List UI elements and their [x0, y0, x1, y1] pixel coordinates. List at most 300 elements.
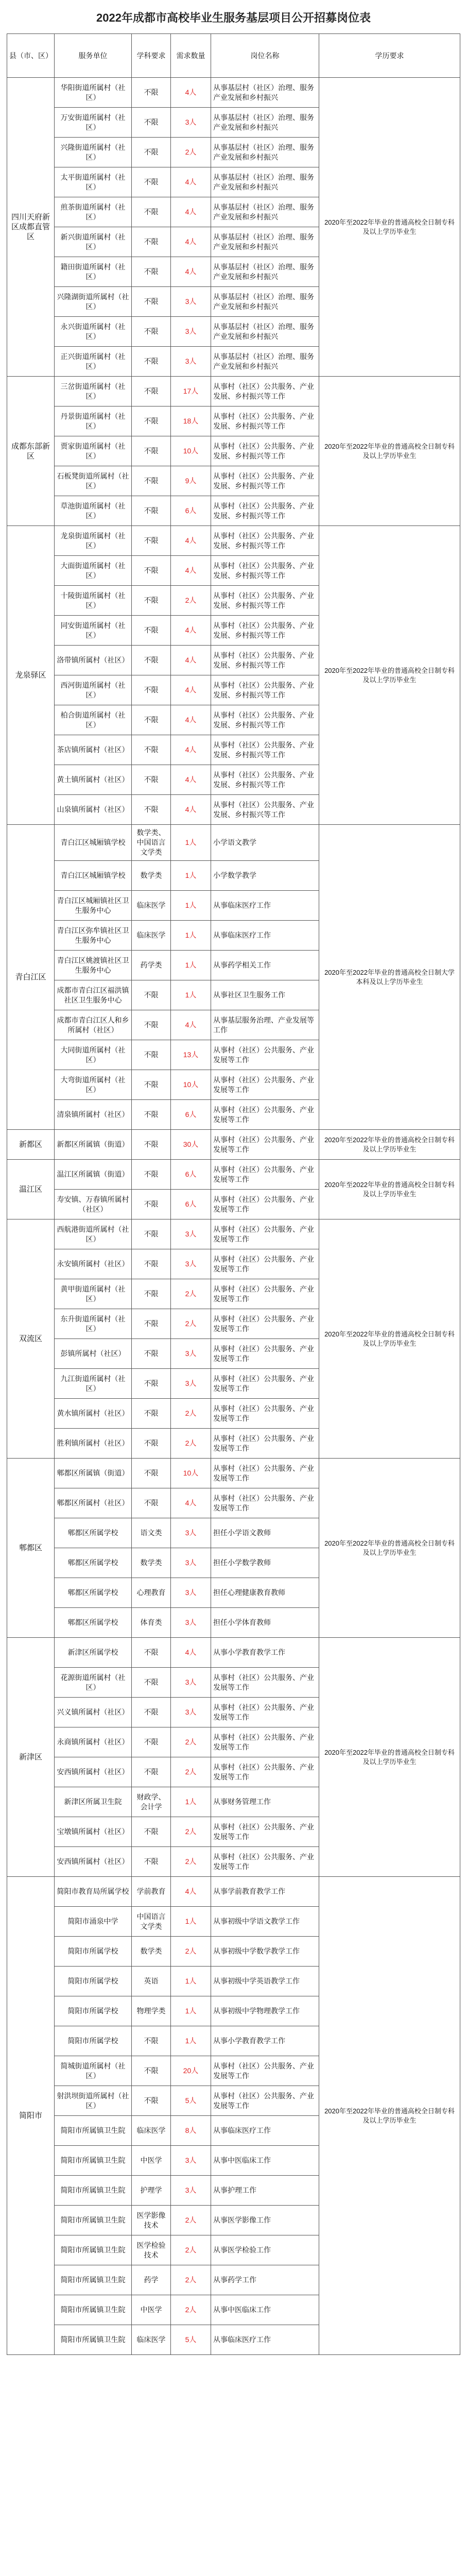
quota-cell: 10人 — [171, 436, 211, 466]
quota-cell: 3人 — [171, 1219, 211, 1249]
quota-cell: 4人 — [171, 526, 211, 556]
unit-cell: 简阳市所属镇卫生院 — [55, 2235, 132, 2265]
unit-cell: 青白江区城厢镇学校 — [55, 861, 132, 891]
subject-cell: 不限 — [132, 1399, 171, 1429]
quota-cell: 3人 — [171, 347, 211, 377]
post-cell: 从事村（社区）公共服务、产业发展等工作 — [211, 1309, 319, 1339]
quota-cell: 4人 — [171, 556, 211, 586]
quota-cell: 2人 — [171, 2295, 211, 2325]
subject-cell: 不限 — [132, 1668, 171, 1698]
page-title: 2022年成都市高校毕业生服务基层项目公开招募岗位表 — [96, 11, 371, 24]
post-cell: 从事村（社区）公共服务、产业发展等工作 — [211, 1160, 319, 1190]
post-cell: 从事基层村（社区）治理、服务产业发展和乡村振兴 — [211, 317, 319, 347]
subject-cell: 学前教育 — [132, 1877, 171, 1907]
subject-cell: 不限 — [132, 1190, 171, 1219]
quota-cell: 2人 — [171, 138, 211, 167]
quota-cell: 20人 — [171, 2056, 211, 2086]
post-cell: 从事药学相关工作 — [211, 951, 319, 980]
post-cell: 从事村（社区）公共服务、产业发展等工作 — [211, 1100, 319, 1130]
subject-cell: 不限 — [132, 1160, 171, 1190]
quota-cell: 4人 — [171, 795, 211, 825]
subject-cell: 不限 — [132, 1010, 171, 1040]
post-cell: 从事村（社区）公共服务、产业发展、乡村振兴等工作 — [211, 526, 319, 556]
post-cell: 从事村（社区）公共服务、产业发展、乡村振兴等工作 — [211, 586, 319, 616]
unit-cell: 郫都区所属学校 — [55, 1608, 132, 1638]
post-cell: 从事基层村（社区）治理、服务产业发展和乡村振兴 — [211, 197, 319, 227]
subject-cell: 不限 — [132, 496, 171, 526]
quota-cell: 4人 — [171, 227, 211, 257]
post-cell: 从事村（社区）公共服务、产业发展、乡村振兴等工作 — [211, 765, 319, 795]
subject-cell: 不限 — [132, 526, 171, 556]
subject-cell: 数学类、中国语言文学类 — [132, 825, 171, 861]
region-cell: 双流区 — [7, 1219, 55, 1459]
edu-cell: 2020年至2022年毕业的普通高校全日制专科及以上学历毕业生 — [319, 1219, 460, 1459]
quota-cell: 2人 — [171, 2206, 211, 2235]
table-row — [7, 78, 460, 108]
unit-cell: 郫都区所属学校 — [55, 1518, 132, 1548]
subject-cell: 临床医学 — [132, 921, 171, 951]
subject-cell: 临床医学 — [132, 891, 171, 921]
unit-cell: 寿安镇、万春镇所属村（社区） — [55, 1190, 132, 1219]
table-body — [7, 78, 460, 2355]
quota-cell: 3人 — [171, 1548, 211, 1578]
unit-cell: 永商镇所属村（社区） — [55, 1727, 132, 1757]
unit-cell: 郫都区所属镇（街道） — [55, 1459, 132, 1488]
subject-cell: 心理教育 — [132, 1578, 171, 1608]
subject-cell: 医学检验技术 — [132, 2235, 171, 2265]
unit-cell: 青白江区姚渡镇社区卫生服务中心 — [55, 951, 132, 980]
region-cell: 龙泉驿区 — [7, 526, 55, 825]
post-cell: 从事村（社区）公共服务、产业发展、乡村振兴等工作 — [211, 377, 319, 406]
quota-cell: 2人 — [171, 2265, 211, 2295]
subject-cell: 不限 — [132, 1130, 171, 1160]
region-cell: 青白江区 — [7, 825, 55, 1130]
unit-cell: 石板凳街道所属村（社区） — [55, 466, 132, 496]
quota-cell: 13人 — [171, 1040, 211, 1070]
region-cell: 新都区 — [7, 1130, 55, 1160]
unit-cell: 简阳市所属镇卫生院 — [55, 2176, 132, 2206]
quota-cell: 2人 — [171, 1399, 211, 1429]
post-cell: 从事医学影像工作 — [211, 2206, 319, 2235]
post-cell: 从事村（社区）公共服务、产业发展、乡村振兴等工作 — [211, 675, 319, 705]
post-cell: 从事初级中学物理教学工作 — [211, 1996, 319, 2026]
subject-cell: 数学类 — [132, 861, 171, 891]
unit-cell: 黄土镇所属村（社区） — [55, 765, 132, 795]
quota-cell: 8人 — [171, 2116, 211, 2146]
unit-cell: 简阳市所属镇卫生院 — [55, 2265, 132, 2295]
quota-cell: 6人 — [171, 1190, 211, 1219]
post-cell: 从事村（社区）公共服务、产业发展、乡村振兴等工作 — [211, 496, 319, 526]
post-cell: 从事村（社区）公共服务、产业发展、乡村振兴等工作 — [211, 705, 319, 735]
subject-cell: 不限 — [132, 735, 171, 765]
post-cell: 从事村（社区）公共服务、产业发展等工作 — [211, 1070, 319, 1100]
quota-cell: 4人 — [171, 167, 211, 197]
quota-cell: 4人 — [171, 257, 211, 287]
subject-cell: 不限 — [132, 436, 171, 466]
post-cell: 从事村（社区）公共服务、产业发展等工作 — [211, 1847, 319, 1877]
subject-cell: 不限 — [132, 377, 171, 406]
post-cell: 从事村（社区）公共服务、产业发展等工作 — [211, 1339, 319, 1369]
post-cell: 从事基层服务治理、产业发展等工作 — [211, 1010, 319, 1040]
quota-cell: 2人 — [171, 1937, 211, 1967]
unit-cell: 万安街道所属村（社区） — [55, 108, 132, 138]
post-cell: 从事村（社区）公共服务、产业发展等工作 — [211, 2056, 319, 2086]
post-cell: 从事初级中学语文教学工作 — [211, 1907, 319, 1937]
subject-cell: 中医学 — [132, 2295, 171, 2325]
region-cell: 成都东部新区 — [7, 377, 55, 526]
post-cell: 从事基层村（社区）治理、服务产业发展和乡村振兴 — [211, 257, 319, 287]
edu-cell: 2020年至2022年毕业的普通高校全日制专科及以上学历毕业生 — [319, 1160, 460, 1219]
post-cell: 从事村（社区）公共服务、产业发展、乡村振兴等工作 — [211, 556, 319, 586]
unit-cell: 兴义镇所属村（社区） — [55, 1698, 132, 1727]
region-cell: 郫都区 — [7, 1459, 55, 1638]
unit-cell: 籍田街道所属村（社区） — [55, 257, 132, 287]
subject-cell: 不限 — [132, 1100, 171, 1130]
quota-cell: 6人 — [171, 1160, 211, 1190]
quota-cell: 1人 — [171, 921, 211, 951]
post-cell: 担任心理健康教育教师 — [211, 1578, 319, 1608]
post-cell: 从事村（社区）公共服务、产业发展、乡村振兴等工作 — [211, 406, 319, 436]
unit-cell: 简阳市涌泉中学 — [55, 1907, 132, 1937]
post-cell: 从事村（社区）公共服务、产业发展、乡村振兴等工作 — [211, 735, 319, 765]
unit-cell: 西航港街道所属村（社区） — [55, 1219, 132, 1249]
subject-cell: 不限 — [132, 78, 171, 108]
table-row — [7, 1130, 460, 1160]
header-post: 岗位名称 — [211, 34, 319, 78]
subject-cell: 不限 — [132, 1817, 171, 1847]
subject-cell: 不限 — [132, 2026, 171, 2056]
quota-cell: 4人 — [171, 1877, 211, 1907]
subject-cell: 英语 — [132, 1967, 171, 1996]
quota-cell: 17人 — [171, 377, 211, 406]
post-cell: 从事基层村（社区）治理、服务产业发展和乡村振兴 — [211, 227, 319, 257]
unit-cell: 新都区所属镇（街道） — [55, 1130, 132, 1160]
quota-cell: 3人 — [171, 1518, 211, 1548]
unit-cell: 西河街道所属村（社区） — [55, 675, 132, 705]
post-cell: 从事村（社区）公共服务、产业发展等工作 — [211, 1249, 319, 1279]
subject-cell: 不限 — [132, 1847, 171, 1877]
quota-cell: 5人 — [171, 2325, 211, 2355]
quota-cell: 1人 — [171, 1967, 211, 1996]
quota-cell: 1人 — [171, 951, 211, 980]
unit-cell: 郫都区所属学校 — [55, 1548, 132, 1578]
post-cell: 从事小学教育教学工作 — [211, 1638, 319, 1668]
quota-cell: 4人 — [171, 1010, 211, 1040]
unit-cell: 温江区所属镇（街道） — [55, 1160, 132, 1190]
edu-cell: 2020年至2022年毕业的普通高校全日制专科及以上学历毕业生 — [319, 1459, 460, 1638]
table-row — [7, 526, 460, 556]
quota-cell: 6人 — [171, 1100, 211, 1130]
unit-cell: 正兴街道所属村（社区） — [55, 347, 132, 377]
quota-cell: 4人 — [171, 78, 211, 108]
unit-cell: 兴隆湖街道所属村（社区） — [55, 287, 132, 317]
post-cell: 从事医学检验工作 — [211, 2235, 319, 2265]
unit-cell: 清泉镇所属村（社区） — [55, 1100, 132, 1130]
subject-cell: 不限 — [132, 466, 171, 496]
quota-cell: 3人 — [171, 1339, 211, 1369]
quota-cell: 5人 — [171, 2086, 211, 2116]
post-cell: 从事村（社区）公共服务、产业发展、乡村振兴等工作 — [211, 436, 319, 466]
subject-cell: 不限 — [132, 1638, 171, 1668]
post-cell: 从事基层村（社区）治理、服务产业发展和乡村振兴 — [211, 347, 319, 377]
subject-cell: 不限 — [132, 795, 171, 825]
quota-cell: 9人 — [171, 466, 211, 496]
subject-cell: 不限 — [132, 675, 171, 705]
table-row — [7, 1160, 460, 1190]
post-cell: 从事村（社区）公共服务、产业发展等工作 — [211, 1130, 319, 1160]
unit-cell: 花源街道所属村（社区） — [55, 1668, 132, 1698]
subject-cell: 不限 — [132, 765, 171, 795]
subject-cell: 不限 — [132, 317, 171, 347]
quota-cell: 3人 — [171, 1668, 211, 1698]
subject-cell: 财政学、会计学 — [132, 1787, 171, 1817]
post-cell: 从事村（社区）公共服务、产业发展等工作 — [211, 1817, 319, 1847]
unit-cell: 安西镇所属村（社区） — [55, 1757, 132, 1787]
unit-cell: 简阳市所属镇卫生院 — [55, 2325, 132, 2355]
post-cell: 从事村（社区）公共服务、产业发展等工作 — [211, 1727, 319, 1757]
subject-cell: 临床医学 — [132, 2116, 171, 2146]
unit-cell: 新兴街道所属村（社区） — [55, 227, 132, 257]
post-cell: 从事初级中学英语教学工作 — [211, 1967, 319, 1996]
quota-cell: 2人 — [171, 1727, 211, 1757]
post-cell: 从事村（社区）公共服务、产业发展等工作 — [211, 2086, 319, 2116]
quota-cell: 2人 — [171, 1309, 211, 1339]
subject-cell: 不限 — [132, 1698, 171, 1727]
quota-cell: 3人 — [171, 1698, 211, 1727]
quota-cell: 1人 — [171, 980, 211, 1010]
header-unit: 服务单位 — [55, 34, 132, 78]
edu-cell: 2020年至2022年毕业的普通高校全日制专科及以上学历毕业生 — [319, 526, 460, 825]
subject-cell: 不限 — [132, 1459, 171, 1488]
post-cell: 从事村（社区）公共服务、产业发展、乡村振兴等工作 — [211, 795, 319, 825]
post-cell: 小学语文教学 — [211, 825, 319, 861]
unit-cell: 山泉镇所属村（社区） — [55, 795, 132, 825]
post-cell: 从事财务管理工作 — [211, 1787, 319, 1817]
unit-cell: 太平街道所属村（社区） — [55, 167, 132, 197]
subject-cell: 药学 — [132, 2265, 171, 2295]
subject-cell: 不限 — [132, 616, 171, 646]
subject-cell: 不限 — [132, 1488, 171, 1518]
quota-cell: 3人 — [171, 1608, 211, 1638]
unit-cell: 十陵街道所属村（社区） — [55, 586, 132, 616]
subject-cell: 不限 — [132, 406, 171, 436]
post-cell: 从事村（社区）公共服务、产业发展、乡村振兴等工作 — [211, 616, 319, 646]
subject-cell: 体育类 — [132, 1608, 171, 1638]
region-cell: 温江区 — [7, 1160, 55, 1219]
quota-cell: 4人 — [171, 616, 211, 646]
unit-cell: 胜利镇所属村（社区） — [55, 1429, 132, 1459]
quota-cell: 3人 — [171, 317, 211, 347]
table-header-row — [7, 34, 460, 78]
header-edu: 学历要求 — [319, 34, 460, 78]
subject-cell: 不限 — [132, 138, 171, 167]
subject-cell: 不限 — [132, 1070, 171, 1100]
quota-cell: 10人 — [171, 1070, 211, 1100]
post-cell: 从事初级中学数学教学工作 — [211, 1937, 319, 1967]
subject-cell: 物理学类 — [132, 1996, 171, 2026]
unit-cell: 青白江区弥牟镇社区卫生服务中心 — [55, 921, 132, 951]
quota-cell: 6人 — [171, 496, 211, 526]
quota-cell: 3人 — [171, 1369, 211, 1399]
unit-cell: 三岔街道所属村（社区） — [55, 377, 132, 406]
quota-cell: 1人 — [171, 2026, 211, 2056]
quota-cell: 3人 — [171, 1578, 211, 1608]
table-row — [7, 1219, 460, 1249]
subject-cell: 不限 — [132, 197, 171, 227]
post-cell: 从事村（社区）公共服务、产业发展等工作 — [211, 1190, 319, 1219]
quota-cell: 2人 — [171, 1279, 211, 1309]
unit-cell: 简阳市所属镇卫生院 — [55, 2206, 132, 2235]
post-cell: 担任小学语文教师 — [211, 1518, 319, 1548]
unit-cell: 简阳市所属学校 — [55, 1996, 132, 2026]
unit-cell: 安西镇所属村（社区） — [55, 1847, 132, 1877]
unit-cell: 草池街道所属村（社区） — [55, 496, 132, 526]
post-cell: 担任小学数学教师 — [211, 1548, 319, 1578]
table-row — [7, 1638, 460, 1668]
unit-cell: 大同街道所属村（社区） — [55, 1040, 132, 1070]
unit-cell: 宝墩镇所属村（社区） — [55, 1817, 132, 1847]
post-cell: 小学数学教学 — [211, 861, 319, 891]
edu-cell: 2020年至2022年毕业的普通高校全日制大学本科及以上学历毕业生 — [319, 825, 460, 1130]
quota-cell: 18人 — [171, 406, 211, 436]
post-cell: 从事村（社区）公共服务、产业发展等工作 — [211, 1668, 319, 1698]
subject-cell: 不限 — [132, 1339, 171, 1369]
post-cell: 从事村（社区）公共服务、产业发展等工作 — [211, 1429, 319, 1459]
subject-cell: 不限 — [132, 1040, 171, 1070]
unit-cell: 简阳市所属镇卫生院 — [55, 2116, 132, 2146]
subject-cell: 不限 — [132, 1757, 171, 1787]
subject-cell: 中国语言文学类 — [132, 1907, 171, 1937]
quota-cell: 4人 — [171, 705, 211, 735]
quota-cell: 1人 — [171, 891, 211, 921]
unit-cell: 郫都区所属村（社区） — [55, 1488, 132, 1518]
recruitment-table — [7, 33, 460, 2355]
quota-cell: 1人 — [171, 825, 211, 861]
post-cell: 从事中医临床工作 — [211, 2146, 319, 2176]
post-cell: 从事村（社区）公共服务、产业发展等工作 — [211, 1399, 319, 1429]
subject-cell: 不限 — [132, 167, 171, 197]
unit-cell: 洛带镇所属村（社区） — [55, 646, 132, 675]
post-cell: 从事临床医疗工作 — [211, 2116, 319, 2146]
post-cell: 从事村（社区）公共服务、产业发展等工作 — [211, 1757, 319, 1787]
edu-cell: 2020年至2022年毕业的普通高校全日制专科及以上学历毕业生 — [319, 1638, 460, 1877]
post-cell: 从事村（社区）公共服务、产业发展等工作 — [211, 1040, 319, 1070]
post-cell: 从事村（社区）公共服务、产业发展、乡村振兴等工作 — [211, 646, 319, 675]
subject-cell: 护理学 — [132, 2176, 171, 2206]
quota-cell: 3人 — [171, 287, 211, 317]
subject-cell: 不限 — [132, 1727, 171, 1757]
unit-cell: 新津区所属学校 — [55, 1638, 132, 1668]
quota-cell: 2人 — [171, 1847, 211, 1877]
unit-cell: 华阳街道所属村（社区） — [55, 78, 132, 108]
post-cell: 从事村（社区）公共服务、产业发展等工作 — [211, 1698, 319, 1727]
quota-cell: 1人 — [171, 861, 211, 891]
table-row — [7, 825, 460, 861]
quota-cell: 2人 — [171, 2235, 211, 2265]
unit-cell: 九江街道所属村（社区） — [55, 1369, 132, 1399]
unit-cell: 射洪坝街道所属村（社区） — [55, 2086, 132, 2116]
subject-cell: 临床医学 — [132, 2325, 171, 2355]
unit-cell: 柏合街道所属村（社区） — [55, 705, 132, 735]
unit-cell: 青白江区城厢镇学校 — [55, 825, 132, 861]
subject-cell: 不限 — [132, 646, 171, 675]
post-cell: 从事村（社区）公共服务、产业发展等工作 — [211, 1459, 319, 1488]
header-quota: 需求数量 — [171, 34, 211, 78]
quota-cell: 3人 — [171, 2176, 211, 2206]
quota-cell: 1人 — [171, 1787, 211, 1817]
unit-cell: 大面街道所属村（社区） — [55, 556, 132, 586]
post-cell: 从事药学工作 — [211, 2265, 319, 2295]
post-cell: 从事村（社区）公共服务、产业发展、乡村振兴等工作 — [211, 466, 319, 496]
unit-cell: 煎茶街道所属村（社区） — [55, 197, 132, 227]
post-cell: 从事基层村（社区）治理、服务产业发展和乡村振兴 — [211, 167, 319, 197]
subject-cell: 不限 — [132, 2086, 171, 2116]
post-cell: 从事临床医疗工作 — [211, 2325, 319, 2355]
region-cell: 四川天府新区成都直管区 — [7, 78, 55, 377]
subject-cell: 医学影像技术 — [132, 2206, 171, 2235]
subject-cell: 不限 — [132, 705, 171, 735]
quota-cell: 3人 — [171, 2146, 211, 2176]
header-subject: 学科要求 — [132, 34, 171, 78]
unit-cell: 丹景街道所属村（社区） — [55, 406, 132, 436]
edu-cell: 2020年至2022年毕业的普通高校全日制专科及以上学历毕业生 — [319, 78, 460, 377]
quota-cell: 10人 — [171, 1459, 211, 1488]
subject-cell: 不限 — [132, 108, 171, 138]
unit-cell: 简城街道所属村（社区） — [55, 2056, 132, 2086]
post-cell: 从事村（社区）公共服务、产业发展等工作 — [211, 1219, 319, 1249]
edu-cell: 2020年至2022年毕业的普通高校全日制专科及以上学历毕业生 — [319, 377, 460, 526]
header-region: 县（市、区） — [7, 34, 55, 78]
quota-cell: 1人 — [171, 1907, 211, 1937]
post-cell: 从事村（社区）公共服务、产业发展等工作 — [211, 1488, 319, 1518]
subject-cell: 中医学 — [132, 2146, 171, 2176]
post-cell: 从事中医临床工作 — [211, 2295, 319, 2325]
subject-cell: 不限 — [132, 1249, 171, 1279]
post-cell: 从事村（社区）公共服务、产业发展等工作 — [211, 1369, 319, 1399]
unit-cell: 龙泉街道所属村（社区） — [55, 526, 132, 556]
unit-cell: 成都市青白江区福洪镇社区卫生服务中心 — [55, 980, 132, 1010]
subject-cell: 不限 — [132, 347, 171, 377]
unit-cell: 彭镇所属村（社区） — [55, 1339, 132, 1369]
quota-cell: 4人 — [171, 675, 211, 705]
post-cell: 从事基层村（社区）治理、服务产业发展和乡村振兴 — [211, 108, 319, 138]
post-cell: 从事学前教育教学工作 — [211, 1877, 319, 1907]
unit-cell: 贾家街道所属村（社区） — [55, 436, 132, 466]
unit-cell: 青白江区城厢镇社区卫生服务中心 — [55, 891, 132, 921]
quota-cell: 3人 — [171, 1249, 211, 1279]
unit-cell: 简阳市教育局所属学校 — [55, 1877, 132, 1907]
quota-cell: 4人 — [171, 765, 211, 795]
unit-cell: 兴隆街道所属村（社区） — [55, 138, 132, 167]
unit-cell: 简阳市所属镇卫生院 — [55, 2295, 132, 2325]
quota-cell: 1人 — [171, 1996, 211, 2026]
region-cell: 简阳市 — [7, 1877, 55, 2355]
quota-cell: 4人 — [171, 197, 211, 227]
subject-cell: 不限 — [132, 257, 171, 287]
quota-cell: 2人 — [171, 586, 211, 616]
quota-cell: 2人 — [171, 1757, 211, 1787]
post-cell: 担任小学体育教师 — [211, 1608, 319, 1638]
unit-cell: 同安街道所属村（社区） — [55, 616, 132, 646]
subject-cell: 不限 — [132, 1219, 171, 1249]
unit-cell: 大弯街道所属村（社区） — [55, 1070, 132, 1100]
subject-cell: 不限 — [132, 227, 171, 257]
subject-cell: 不限 — [132, 1279, 171, 1309]
unit-cell: 郫都区所属学校 — [55, 1578, 132, 1608]
post-cell: 从事临床医疗工作 — [211, 891, 319, 921]
region-cell: 新津区 — [7, 1638, 55, 1877]
quota-cell: 2人 — [171, 1817, 211, 1847]
